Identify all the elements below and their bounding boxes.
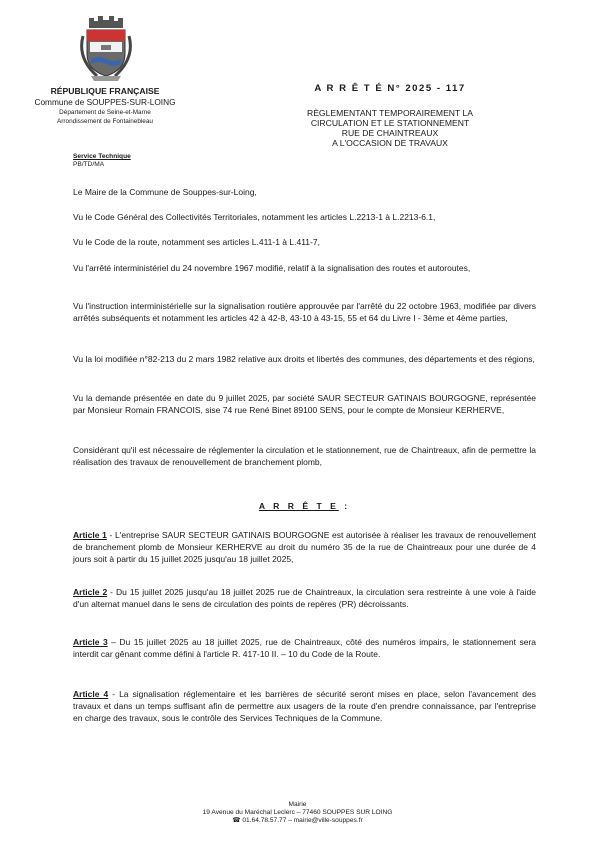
subtitle-line: A L'OCCASION DE TRAVAUX	[332, 138, 448, 149]
footer-mairie: Mairie	[288, 801, 307, 808]
vu-paragraph: Vu la demande présentée en date du 9 juillet 2025, par société SAUR SECTEUR GATINAIS BOURGOGNE, représentée par Monsieur Romain FRANCOIS, sise 74 rue René Binet 89100 SENS, pour le compte de Monsieur KERHERVE,	[73, 393, 536, 416]
republic-heading: RÉPUBLIQUE FRANÇAISE	[50, 86, 160, 96]
vu-paragraph: Vu l'instruction interministérielle sur la signalisation routière approuvée par l'arrêté du 22 octobre 1963, modifiée par divers arrêtés subséquents et notamment les articles 42 à 42-8, 43-10 à 43-15, 55 et 64 du Livre I - 3ème et 4ème parties,	[73, 301, 536, 324]
article-3	[73, 636, 536, 660]
footer-address: 19 Avenue du Maréchal Leclerc – 77460 SOUPPES SUR LOING	[202, 809, 393, 817]
reference-initials: PB/TD/MA	[73, 161, 105, 168]
vu-paragraph: Vu la loi modifiée n°82-213 du 2 mars 1982 relative aux droits et libertés des communes, des départements et des régions,	[73, 354, 535, 364]
department-name: Département de Seine-et-Marne	[59, 109, 151, 116]
article-label: Article 2	[73, 587, 108, 597]
article-label: Article 1	[73, 530, 107, 540]
footer	[0, 801, 595, 826]
article-1	[73, 529, 536, 565]
vu-paragraph: Vu le Code de la route, notamment ses articles L.411-1 à L.411-7,	[73, 237, 320, 247]
arrete-heading: A R R Ê T E :	[258, 501, 351, 511]
article-2	[73, 586, 536, 610]
mayor-line: Le Maire de la Commune de Souppes-sur-Loing,	[73, 187, 257, 197]
town-crest-logo	[77, 14, 135, 82]
article-text: - La signalisation réglementaire et les barrières de sécurité seront mises en place, selon l'avancement des travaux et dans un temps suffisant afin de permettre aux usagers de la route d'en prendre connaissance, par l'entreprise en charge des travaux, sous le contrôle des Services Techniques de la Commune.	[73, 689, 536, 724]
article-4	[73, 688, 536, 724]
vu-paragraph: Vu l'arrêté interministériel du 24 novembre 1967 modifié, relatif à la signalisation des routes et autoroutes,	[73, 263, 471, 273]
subtitle-line: CIRCULATION ET LE STATIONNEMENT	[310, 118, 470, 129]
article-text: - L'entreprise SAUR SECTEUR GATINAIS BOURGOGNE est autorisée à réaliser les travaux de renouvellement de branchement plomb de Monsieur KERHERVE au droit du numéro 35 de la rue de Chaintreaux pour une durée de 4 jours soit à partir du 15 juillet 2025 jusqu'au 18 juillet 2025,	[73, 530, 536, 565]
vu-paragraph: Vu le Code Général des Collectivités Territoriales, notamment les articles L.2213-1 à L.2213-6.1,	[73, 212, 436, 222]
considerant-paragraph: Considérant qu'il est nécessaire de réglementer la circulation et le stationnement, rue de Chaintreaux, afin de permettre la réalisation des travaux de renouvellement de branchement plomb,	[73, 445, 536, 468]
article-label: Article 3	[73, 637, 108, 647]
subtitle-line: RUE DE CHAINTREAUX	[341, 128, 439, 139]
article-label: Article 4	[73, 689, 109, 699]
arrete-number: A R R Ê T É N° 2025 - 117	[314, 83, 466, 94]
arrete-subtitle	[290, 108, 490, 149]
subtitle-line: RÈGLEMENTANT TEMPORAIREMENT LA	[306, 108, 474, 118]
article-text: – Du 15 juillet 2025 au 18 juillet 2025, rue de Chaintreaux, côté des numéros impairs, le stationnement sera interdit car gênant comme défini à l'article R. 417-10 II. – 10 du Code de la Route.	[73, 637, 537, 660]
footer-contact: ☎ 01.64.78.57.77 – mairie@ville-souppes.fr	[232, 817, 363, 825]
article-text: - Du 15 juillet 2025 jusqu'au 18 juillet 2025 rue de Chaintreaux, la circulation sera restreinte à une voie à l'aide d'un alternat manuel dans le sens de circulation des points de repères (PR) décroissants.	[73, 587, 537, 610]
arrondissement-name: Arrondissement de Fontainebleau	[57, 118, 153, 125]
service-label: Service Technique	[73, 153, 131, 160]
commune-name: Commune de SOUPPES-SUR-LOING	[34, 97, 176, 107]
